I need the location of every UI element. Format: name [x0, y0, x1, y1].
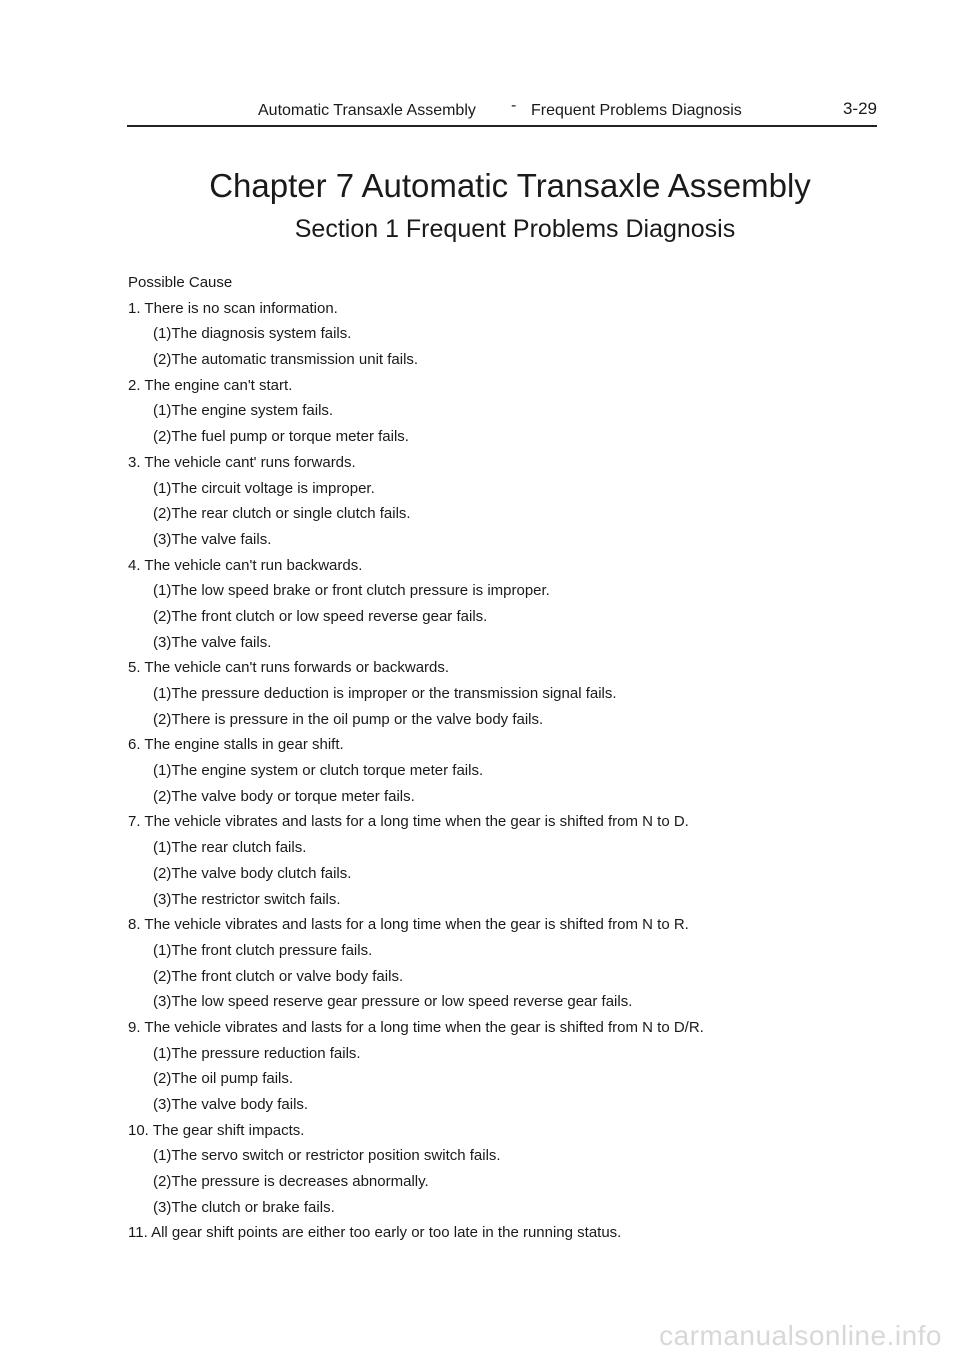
cause-sub-item: (3)The low speed reserve gear pressure or low speed reverse gear fails. [153, 993, 633, 1011]
cause-item: 3. The vehicle cant' runs forwards. [128, 453, 356, 471]
cause-sub-item: (2)The automatic transmission unit fails. [153, 351, 419, 369]
running-header [127, 97, 877, 127]
cause-sub-item: (2)The front clutch or low speed reverse gear fails. [153, 607, 488, 625]
cause-sub-item: (1)The circuit voltage is improper. [153, 479, 375, 497]
cause-sub-item: (2)The rear clutch or single clutch fails. [153, 505, 411, 523]
cause-sub-item: (1)The engine system fails. [153, 402, 334, 420]
cause-sub-item: (3)The valve body fails. [153, 1096, 309, 1113]
cause-sub-item: (1)The servo switch or restrictor position switch fails. [153, 1147, 501, 1165]
cause-sub-item: (2)The pressure is decreases abnormally. [153, 1173, 429, 1191]
cause-item: Possible Cause [128, 274, 233, 291]
cause-sub-item: (3)The clutch or brake fails. [153, 1198, 335, 1216]
page-number: 3-29 [842, 99, 877, 118]
cause-sub-item: (1)The rear clutch fails. [153, 839, 307, 857]
chapter-title: Chapter 7 Automatic Transaxle Assembly [209, 167, 811, 204]
cause-sub-item: (2)The valve body clutch fails. [153, 864, 352, 882]
watermark-logo: carmanualsonline.info [659, 1320, 942, 1351]
cause-item: 5. The vehicle can't runs forwards or backwards. [128, 659, 450, 677]
cause-item: 2. The engine can't start. [128, 376, 293, 394]
header-separator: - [511, 97, 517, 114]
cause-sub-item: (3)The valve fails. [153, 633, 272, 651]
cause-item: 9. The vehicle vibrates and lasts for a long time when the gear is shifted from N to D/R. [128, 1018, 704, 1036]
cause-sub-item: (1)The engine system or clutch torque meter fails. [153, 762, 484, 780]
header-chapter-name: Automatic Transaxle Assembly [258, 102, 476, 119]
cause-sub-item: (2)The oil pump fails. [153, 1070, 294, 1088]
header-section-name: Frequent Problems Diagnosis [531, 102, 742, 119]
cause-item: 6. The engine stalls in gear shift. [128, 736, 344, 754]
cause-item: 1. There is no scan information. [128, 299, 338, 317]
cause-sub-item: (1)The pressure deduction is improper or the transmission signal fails. [153, 685, 617, 702]
cause-sub-item: (2)The front clutch or valve body fails. [153, 967, 404, 985]
body-text [128, 270, 908, 1246]
cause-sub-item: (2)The fuel pump or torque meter fails. [153, 428, 409, 446]
cause-sub-item: (1)The pressure reduction fails. [153, 1044, 361, 1062]
cause-sub-item: (3)The restrictor switch fails. [153, 890, 341, 908]
cause-sub-item: (1)The front clutch pressure fails. [153, 941, 373, 959]
cause-sub-item: (3)The valve fails. [153, 530, 272, 548]
cause-item: 8. The vehicle vibrates and lasts for a long time when the gear is shifted from N to R. [128, 916, 689, 934]
cause-item: 10. The gear shift impacts. [128, 1121, 305, 1139]
cause-sub-item: (1)The diagnosis system fails. [153, 325, 352, 343]
cause-item: 4. The vehicle can't run backwards. [128, 556, 363, 574]
cause-item: 11. All gear shift points are either too early or too late in the running status. [128, 1224, 622, 1242]
cause-sub-item: (2)The valve body or torque meter fails. [153, 787, 415, 805]
cause-sub-item: (1)The low speed brake or front clutch pressure is improper. [153, 582, 550, 600]
cause-item: 7. The vehicle vibrates and lasts for a long time when the gear is shifted from N to D. [128, 813, 689, 831]
section-title: Section 1 Frequent Problems Diagnosis [294, 215, 736, 243]
cause-sub-item: (2)There is pressure in the oil pump or the valve body fails. [153, 710, 544, 728]
